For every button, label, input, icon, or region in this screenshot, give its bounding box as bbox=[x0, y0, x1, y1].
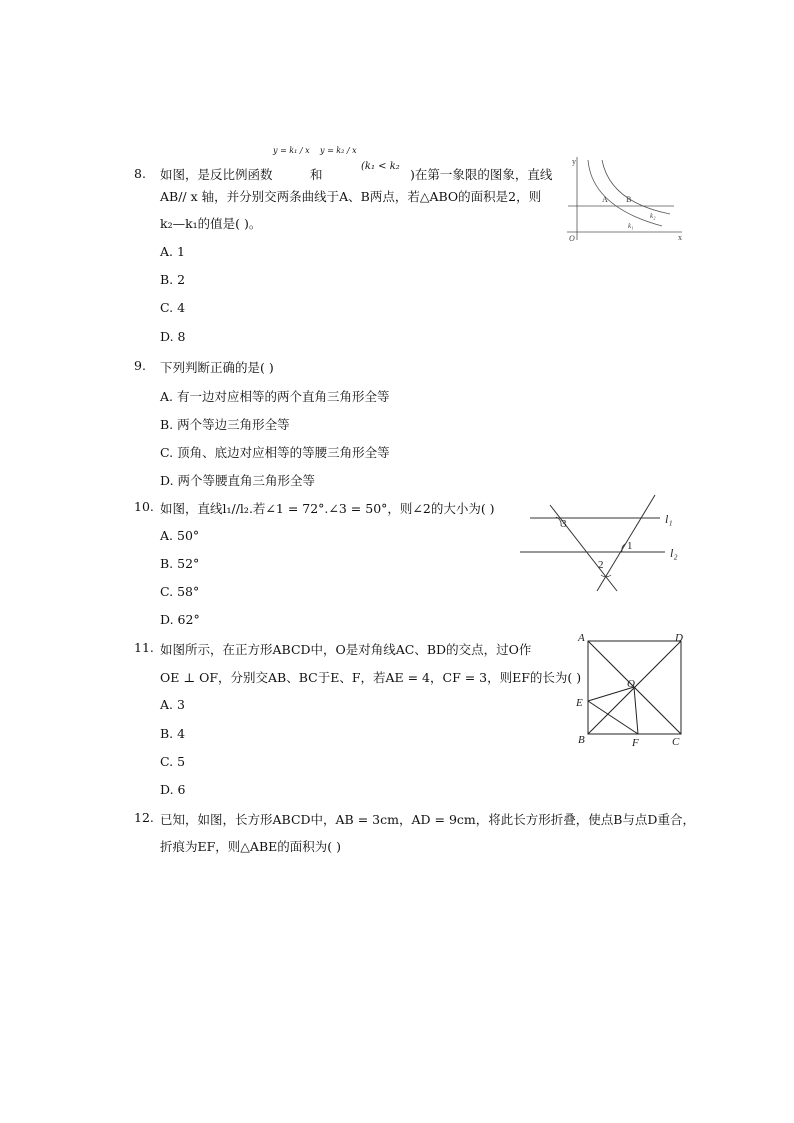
q10-parallel-lines-figure bbox=[515, 490, 695, 600]
q12-stem-line1: 已知，如图，长方形ABCD中，AB = 3cm，AD = 9cm，将此长方形折叠，使点B与点D重合， bbox=[160, 812, 695, 827]
question-12-number: 12. bbox=[134, 810, 154, 825]
q10-option-c[interactable]: C. 58° bbox=[160, 584, 200, 599]
q11-fig-vertex-b: B bbox=[578, 734, 585, 746]
q9-option-a[interactable]: A. 有一边对应相等的两个直角三角形全等 bbox=[160, 389, 390, 404]
q12-stem-line2: 折痕为EF，则△ABE的面积为( ) bbox=[160, 839, 341, 854]
q10-fig-angle-1: 1 bbox=[627, 540, 633, 552]
q8-fig-origin-label: O bbox=[569, 234, 575, 243]
question-10-number: 10. bbox=[134, 499, 154, 514]
question-9-number: 9. bbox=[134, 358, 146, 373]
q11-option-d[interactable]: D. 6 bbox=[160, 782, 186, 797]
q10-fig-l1-label: l₁ bbox=[665, 512, 673, 526]
q8-stem-part3: )在第一象限的图象，直线 bbox=[410, 167, 553, 182]
q10-fig-angle-3: 3 bbox=[561, 518, 567, 530]
q10-fig-angle-2: 2 bbox=[598, 559, 604, 571]
q8-option-b[interactable]: B. 2 bbox=[160, 272, 186, 287]
q11-stem-line2: OE ⊥ OF，分别交AB、BC于E、F，若AE = 4，CF = 3，则EF的长为( ) bbox=[160, 670, 582, 685]
q10-stem: 如图，直线l₁//l₂.若∠1 = 72°.∠3 = 50°，则∠2的大小为( ) bbox=[160, 501, 495, 516]
q11-fig-point-f: F bbox=[632, 737, 639, 749]
q11-fig-center-o: O bbox=[627, 678, 635, 690]
q9-option-b[interactable]: B. 两个等边三角形全等 bbox=[160, 417, 290, 432]
q8-stem-part2: 和 bbox=[310, 167, 323, 182]
q8-formula-2: y = k₂ / x bbox=[320, 146, 357, 155]
q8-option-a[interactable]: A. 1 bbox=[160, 244, 185, 259]
q11-option-a[interactable]: A. 3 bbox=[160, 697, 185, 712]
q10-option-a[interactable]: A. 50° bbox=[160, 528, 200, 543]
q11-fig-vertex-a: A bbox=[578, 632, 585, 644]
q11-stem-line1: 如图所示，在正方形ABCD中，O是对角线AC、BD的交点，过O作 bbox=[160, 642, 532, 657]
q8-stem-line2: AB// x 轴，并分别交两条曲线于A、B两点，若△ABO的面积是2，则 bbox=[160, 189, 542, 204]
q11-fig-vertex-d: D bbox=[675, 632, 683, 644]
q8-option-c[interactable]: C. 4 bbox=[160, 300, 186, 315]
q9-stem: 下列判断正确的是( ) bbox=[160, 360, 274, 375]
q8-stem-part1: 如图，是反比例函数 bbox=[160, 167, 273, 182]
q8-option-d[interactable]: D. 8 bbox=[160, 329, 186, 344]
q11-option-b[interactable]: B. 4 bbox=[160, 726, 186, 741]
q8-fig-k2-label: k₂ bbox=[650, 212, 656, 220]
q8-fig-x-label: x bbox=[678, 233, 682, 242]
q8-fig-point-a: A bbox=[602, 195, 608, 204]
q11-option-c[interactable]: C. 5 bbox=[160, 754, 186, 769]
q8-fig-point-b: B bbox=[626, 195, 632, 204]
q11-square-figure bbox=[572, 628, 692, 750]
q11-fig-vertex-c: C bbox=[672, 736, 680, 748]
q11-fig-point-e: E bbox=[576, 697, 583, 709]
q10-fig-l2-label: l₂ bbox=[670, 546, 678, 560]
q9-option-c[interactable]: C. 顶角、底边对应相等的等腰三角形全等 bbox=[160, 445, 390, 460]
q8-hyperbola-figure bbox=[562, 152, 692, 247]
q8-formula-1: y = k₁ / x bbox=[273, 146, 310, 155]
q8-fig-k1-label: k₁ bbox=[628, 222, 634, 230]
q9-option-d[interactable]: D. 两个等腰直角三角形全等 bbox=[160, 473, 316, 488]
question-11-number: 11. bbox=[134, 640, 154, 655]
q8-stem-line3: k₂—k₁的值是( )。 bbox=[160, 216, 262, 231]
q10-option-b[interactable]: B. 52° bbox=[160, 556, 200, 571]
q8-condition: (k₁ < k₂ bbox=[361, 161, 400, 172]
question-8-number: 8. bbox=[134, 166, 146, 181]
q10-option-d[interactable]: D. 62° bbox=[160, 612, 200, 627]
q8-fig-y-label: y bbox=[572, 157, 576, 166]
